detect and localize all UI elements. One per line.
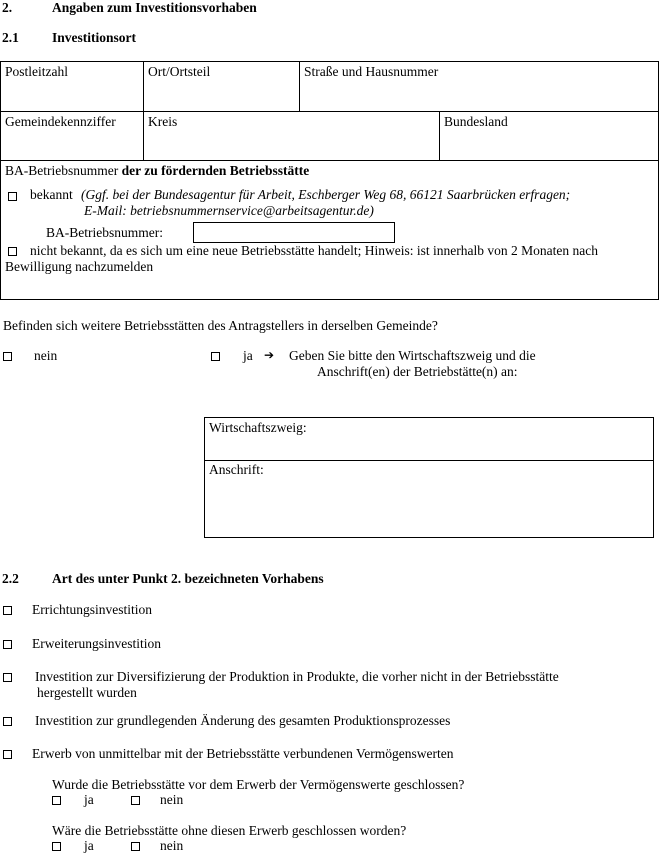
section-title-investitionsort: Investitionsort [52, 30, 136, 45]
section-number: 2.1 [2, 30, 19, 45]
nicht-bekannt-label-2: Bewilligung nachzumelden [5, 259, 154, 274]
ort-input[interactable] [148, 82, 293, 106]
bundesland-label: Bundesland [444, 114, 508, 129]
acquisition-nein-label: nein [160, 792, 184, 807]
acquisition-ja-checkbox[interactable] [52, 842, 61, 851]
project-type-label: Errichtungsinvestition [32, 602, 152, 617]
further-sites-instruction-2: Anschrift(en) der Betriebstätte(n) an: [317, 364, 518, 379]
acquisition-ja-label: ja [84, 838, 94, 853]
bekannt-label: bekannt [30, 187, 73, 202]
acquisition-question: Wurde die Betriebsstätte vor dem Erwerb der Vermögenswerte geschlossen? [52, 777, 465, 792]
kreis-input[interactable] [148, 132, 433, 156]
acquisition-nein-checkbox[interactable] [131, 842, 140, 851]
heading-number: 2. [2, 0, 13, 15]
project-type-checkbox[interactable] [3, 606, 12, 615]
project-type-label: Investition zur grundlegenden Änderung des gesamten Produktionsprozesses [35, 713, 451, 728]
project-type-checkbox[interactable] [3, 717, 12, 726]
further-sites-question: Befinden sich weitere Betriebsstätten des Antragstellers in derselben Gemeinde? [3, 318, 438, 333]
section-title-vorhaben: Art des unter Punkt 2. bezeichneten Vorhabens [52, 571, 324, 586]
project-type-checkbox[interactable] [3, 673, 12, 682]
acquisition-question: Wäre die Betriebsstätte ohne diesen Erwerb geschlossen worden? [52, 823, 407, 838]
strasse-label: Straße und Hausnummer [304, 64, 439, 79]
wirtschaftszweig-input[interactable] [209, 437, 649, 457]
nicht-bekannt-checkbox[interactable] [8, 247, 17, 256]
ba-nummer-label: BA-Betriebsnummer: [46, 225, 163, 240]
postleitzahl-input[interactable] [5, 82, 137, 106]
acquisition-nein-label: nein [160, 838, 184, 853]
ba-nummer-input[interactable] [193, 222, 395, 243]
postleitzahl-label: Postleitzahl [5, 64, 68, 79]
kreis-label: Kreis [148, 114, 178, 129]
acquisition-ja-checkbox[interactable] [52, 796, 61, 805]
arrow-right-icon: ➔ [264, 348, 275, 362]
project-type-label: Investition zur Diversifizierung der Produktion in Produkte, die vorher nicht in der Betriebsstätte [35, 669, 559, 684]
further-sites-nein-checkbox[interactable] [3, 352, 12, 361]
project-type-label: Erwerb von unmittelbar mit der Betriebsstätte verbundenen Vermögenswerten [32, 746, 454, 761]
further-sites-ja-checkbox[interactable] [211, 352, 220, 361]
further-sites-nein-label: nein [34, 348, 58, 363]
project-type-label: Erweiterungsinvestition [32, 636, 161, 651]
bekannt-checkbox[interactable] [8, 192, 17, 201]
gemeindekennziffer-label: Gemeindekennziffer [5, 114, 116, 129]
strasse-input[interactable] [304, 82, 654, 106]
nicht-bekannt-label: nicht bekannt, da es sich um eine neue Betriebsstätte handelt; Hinweis: ist innerhalb von 2 Monaten nach [30, 243, 598, 258]
acquisition-nein-checkbox[interactable] [131, 796, 140, 805]
acquisition-ja-label: ja [84, 792, 94, 807]
gemeindekennziffer-input[interactable] [5, 132, 137, 156]
ba-title-bold: der zu fördernden Betriebsstätte [121, 163, 310, 178]
bundesland-input[interactable] [444, 132, 654, 156]
ba-title [5, 163, 309, 179]
bekannt-note-2: E-Mail: betriebsnummernservice@arbeitsagentur.de) [84, 203, 374, 218]
anschrift-label: Anschrift: [209, 462, 264, 477]
page-title: Angaben zum Investitionsvorhaben [52, 0, 257, 15]
project-type-checkbox[interactable] [3, 640, 12, 649]
ba-title-plain: BA-Betriebsnummer [5, 163, 122, 178]
wirtschaftszweig-label: Wirtschaftszweig: [209, 420, 307, 435]
ort-label: Ort/Ortsteil [148, 64, 211, 79]
further-sites-instruction-1: Geben Sie bitte den Wirtschaftszweig und die [289, 348, 536, 363]
bekannt-note-1: (Ggf. bei der Bundesagentur für Arbeit, Eschberger Weg 68, 66121 Saarbrücken erfragen; [81, 187, 571, 202]
section-number: 2.2 [2, 571, 19, 586]
further-sites-ja-label: ja [243, 348, 253, 363]
project-type-label-2: hergestellt wurden [37, 685, 137, 700]
project-type-checkbox[interactable] [3, 750, 12, 759]
